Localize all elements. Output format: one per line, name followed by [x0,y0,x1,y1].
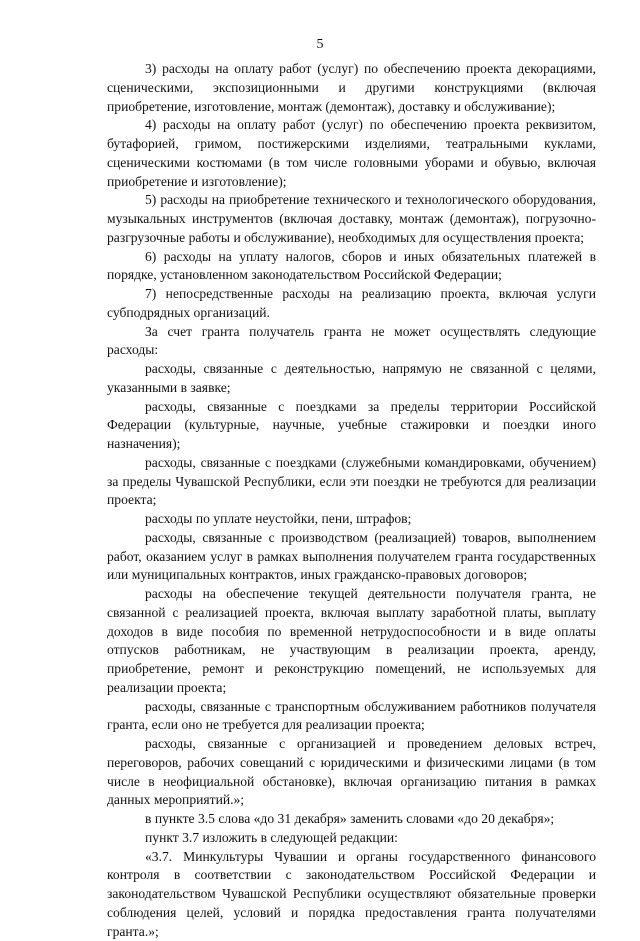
paragraph-expense-7: 7) непосредственные расходы на реализацию проекта, включая услуги субподрядных организаций. [107,285,596,323]
paragraph-prohibited-7: расходы, связанные с транспортным обслуживанием работников получателя гранта, если оно не требуется для реализации проекта; [107,698,596,736]
paragraph-amend-3-5: в пункте 3.5 слова «до 31 декабря» заменить словами «до 20 декабря»; [107,810,596,829]
document-body [107,60,596,941]
paragraph-amend-3-7-intro: пункт 3.7 изложить в следующей редакции: [107,829,596,848]
paragraph-prohibited-intro: За счет гранта получатель гранта не может осуществлять следующие расходы: [107,323,596,361]
paragraph-prohibited-1: расходы, связанные с деятельностью, напрямую не связанной с целями, указанными в заявке; [107,360,596,398]
paragraph-prohibited-6: расходы на обеспечение текущей деятельности получателя гранта, не связанной с реализацией проекта, включая выплату заработной платы, выплату доходов в виде пособия по временной нетрудоспособности и в виде оплаты отпусков работникам, не участвующим в реализации проекта, аренду, приобретение, ремонт и реконструкцию помещений, не используемых для реализации проекта; [107,585,596,698]
paragraph-prohibited-3: расходы, связанные с поездками (служебными командировками, обучением) за пределы Чувашской Республики, если эти поездки не требуются для реализации проекта; [107,454,596,510]
paragraph-expense-6: 6) расходы на уплату налогов, сборов и иных обязательных платежей в порядке, установленном законодательством Российской Федерации; [107,248,596,286]
paragraph-expense-5: 5) расходы на приобретение технического и технологического оборудования, музыкальных инструментов (включая доставку, монтаж (демонтаж), погрузочно-разгрузочные работы и обслуживание), необходимых для осуществления проекта; [107,191,596,247]
paragraph-prohibited-5: расходы, связанные с производством (реализацией) товаров, выполнением работ, оказанием услуг в рамках выполнения получателем гранта государственных или муниципальных контрактов, иных гражданско-правовых договоров; [107,529,596,585]
paragraph-expense-4: 4) расходы на оплату работ (услуг) по обеспечению проекта реквизитом, бутафорией, гримом, постижерскими изделиями, театральными куклами, сценическими костюмами (в том числе головными уборами и обувью, включая приобретение и изготовление); [107,116,596,191]
paragraph-prohibited-4: расходы по уплате неустойки, пени, штрафов; [107,510,596,529]
paragraph-prohibited-2: расходы, связанные с поездками за пределы территории Российской Федерации (культурные, научные, учебные стажировки и поездки иного назначения); [107,398,596,454]
paragraph-amend-3-7-text: «3.7. Минкультуры Чувашии и органы государственного финансового контроля в соответствии с законодательством Российской Федерации и законодательством Чувашской Республики осуществляют обязательные проверки соблюдения целей, условий и порядка предоставления гранта получателями гранта.»; [107,848,596,941]
paragraph-expense-3: 3) расходы на оплату работ (услуг) по обеспечению проекта декорациями, сценическими, экспозиционными и другими конструкциями (включая приобретение, изготовление, монтаж (демонтаж), доставку и обслуживание); [107,60,596,116]
paragraph-prohibited-8: расходы, связанные с организацией и проведением деловых встреч, переговоров, рабочих совещаний с юридическими и физическими лицами (в том числе в неофициальной обстановке), включая организацию питания в рамках данных мероприятий.»; [107,735,596,810]
page-number: 5 [0,37,640,53]
